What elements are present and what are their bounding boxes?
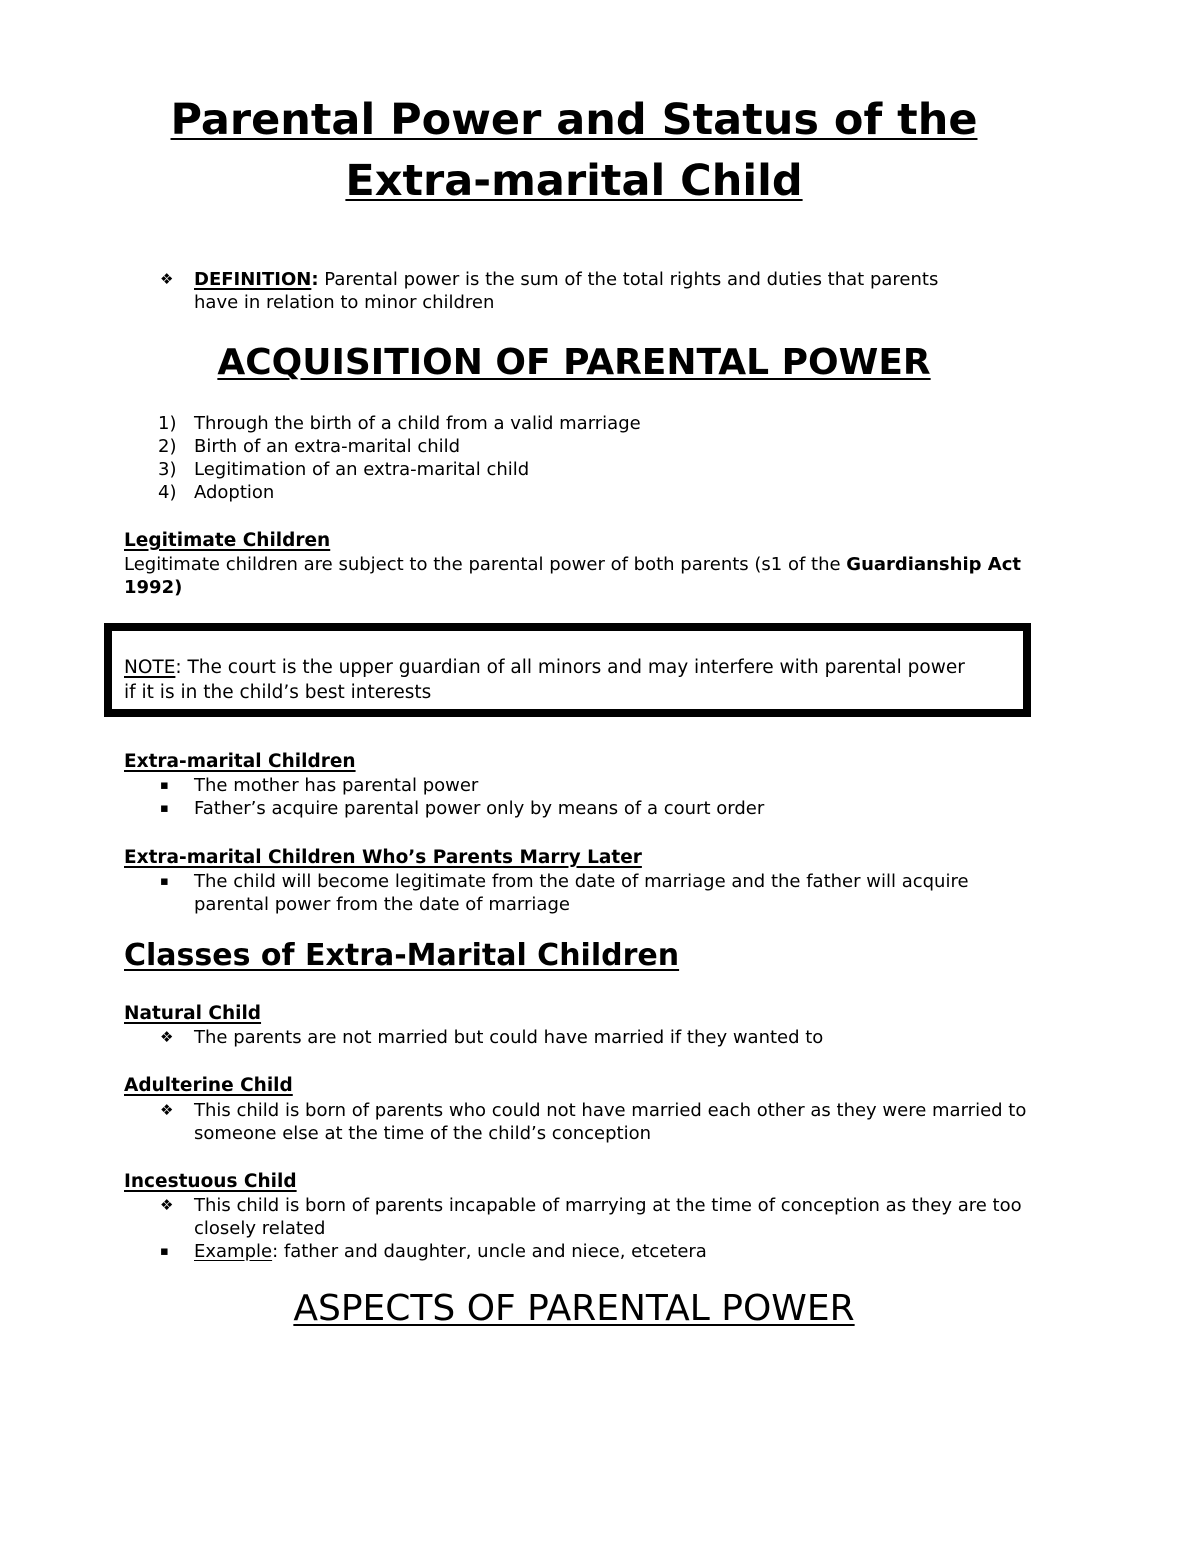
list-item-text: Through the birth of a child from a valid marriage [194,413,641,434]
page-title-line-1: Parental Power and Status of the [170,95,978,145]
incestuous-heading-text: Incestuous Child [124,1171,297,1192]
classes-heading-text: Classes of Extra-Marital Children [124,938,680,973]
list-number: 1) [158,413,177,434]
list-item-text: The mother has parental power [194,775,479,796]
incestuous-example-item [124,1240,1024,1263]
definition-label: DEFINITION [194,269,312,290]
list-item [124,412,1024,435]
incestuous-example-text [194,1240,1044,1263]
diamond-bullet-icon: ❖ [160,1028,174,1046]
note-label: NOTE [124,657,176,678]
square-bullet-icon: ▪ [160,1244,169,1259]
extra-marital-heading-text: Extra-marital Children [124,751,356,772]
page-title-line-2: Extra-marital Child [345,156,803,206]
square-bullet-icon: ▪ [160,874,169,889]
acquisition-heading [0,342,1148,383]
extra-marital-list [124,774,1024,820]
marry-later-line-2: parental power from the date of marriage [194,894,570,915]
natural-item [124,1026,1024,1049]
list-number: 3) [158,459,177,480]
example-label: Example [194,1241,273,1262]
marry-later-heading [124,846,642,869]
extra-marital-heading [124,750,356,773]
note-colon: : [175,657,182,678]
classes-heading [124,938,679,973]
legitimate-heading [124,529,330,552]
list-item [124,481,1024,504]
adulterine-item [124,1099,1027,1147]
list-item-text: Legitimation of an extra-marital child [194,459,530,480]
list-number: 4) [158,482,177,503]
aspects-heading-text: ASPECTS OF PARENTAL POWER [293,1288,855,1329]
legitimate-text [124,553,1024,599]
incestuous-text [194,1194,1044,1240]
square-bullet-icon: ▪ [160,801,169,816]
acquisition-list [124,412,1024,504]
list-item-text: Birth of an extra-marital child [194,436,461,457]
acquisition-heading-text: ACQUISITION OF PARENTAL POWER [217,342,931,383]
diamond-bullet-icon: ❖ [160,270,174,288]
adulterine-heading-text: Adulterine Child [124,1075,293,1096]
adulterine-line-2: someone else at the time of the child’s conception [194,1123,652,1144]
incestuous-heading [124,1170,297,1193]
legitimate-text-main: Legitimate children are subject to the parental power of both parents (s1 of the [124,554,847,575]
square-bullet-icon: ▪ [160,778,169,793]
incestuous-line-2: closely related [194,1218,326,1239]
guardianship-act-year: 1992) [124,577,183,598]
marry-later-line-1: The child will become legitimate from the date of marriage and the father will acquire [194,871,969,892]
list-item-text: Father’s acquire parental power only by means of a court order [194,798,765,819]
adulterine-heading [124,1074,293,1097]
note-box [104,623,1031,717]
adulterine-line-1: This child is born of parents who could not have married each other as they were married to [194,1100,1027,1121]
marry-later-heading-text: Extra-marital Children Who’s Parents Marry Later [124,847,642,868]
incestuous-item [124,1194,1024,1242]
list-item [124,797,1024,820]
definition-text [194,268,1044,314]
natural-heading [124,1002,261,1025]
adulterine-text [194,1099,1044,1145]
natural-text: The parents are not married but could have married if they wanted to [194,1027,824,1048]
definition-line-2: have in relation to minor children [194,292,495,313]
marry-later-item [124,870,1024,918]
page-title [0,90,1148,212]
aspects-heading [0,1288,1148,1329]
definition-item [124,268,1024,316]
diamond-bullet-icon: ❖ [160,1196,174,1214]
example-text: : father and daughter, uncle and niece, etcetera [272,1241,707,1262]
list-item [124,435,1024,458]
diamond-bullet-icon: ❖ [160,1101,174,1119]
list-item-text: Adoption [194,482,275,503]
definition-colon: : [311,269,319,290]
note-line-2: if it is in the child’s best interests [124,682,432,703]
list-number: 2) [158,436,177,457]
marry-later-text [194,870,1044,916]
note-line-1: The court is the upper guardian of all minors and may interfere with parental power [181,657,965,678]
list-item [124,458,1024,481]
incestuous-line-1: This child is born of parents incapable of marrying at the time of conception as they are too [194,1195,1022,1216]
natural-heading-text: Natural Child [124,1003,262,1024]
list-item [124,774,1024,797]
legitimate-heading-text: Legitimate Children [124,530,331,551]
note-text [124,655,1019,705]
guardianship-act: Guardianship Act [846,554,1021,575]
definition-line-1: Parental power is the sum of the total rights and duties that parents [318,269,939,290]
